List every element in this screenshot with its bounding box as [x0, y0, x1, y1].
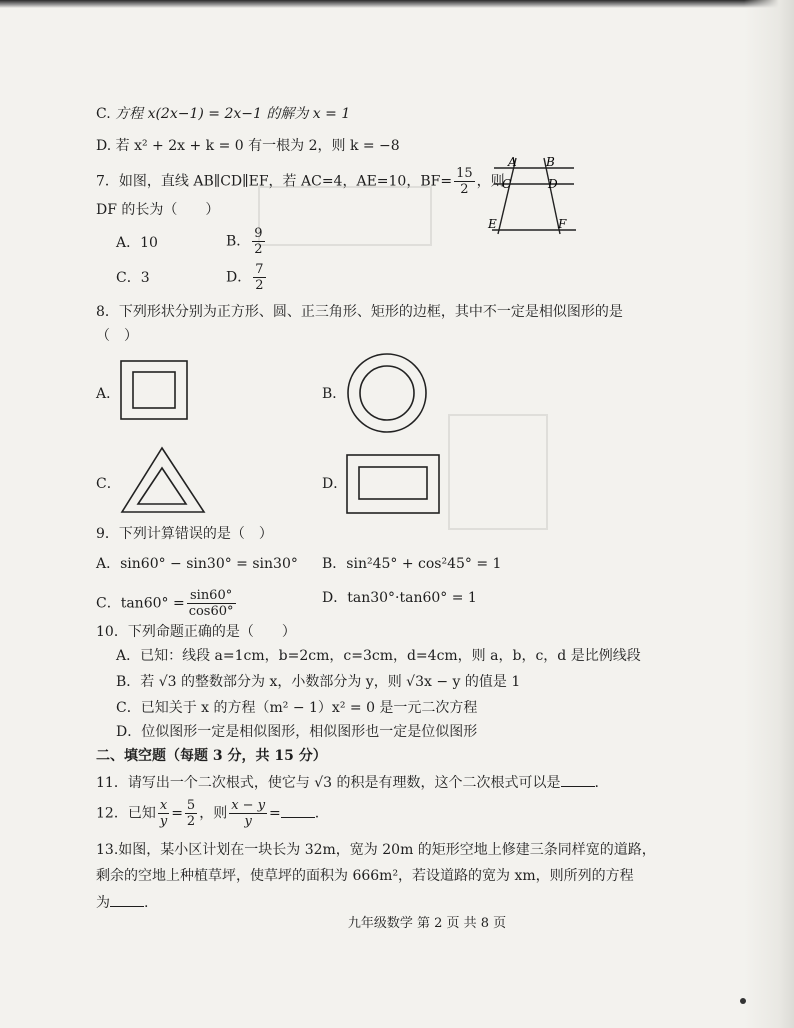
q10-option-d: D．位似图形一定是相似图形，相似图形也一定是位似图形 — [116, 724, 478, 740]
bleed-through-square — [448, 414, 548, 530]
label-a: A — [508, 155, 517, 169]
q10-option-c: C．已知关于 x 的方程（m² − 1）x² = 0 是一元二次方程 — [116, 700, 478, 716]
label-e: E — [488, 217, 497, 231]
q6-option-d-text: 若 x² + 2x + k = 0 有一根为 2，则 k = −8 — [115, 138, 400, 154]
q7-option-a: A．10 — [116, 235, 158, 251]
q9-option-a: A．sin60° − sin30° = sin30° — [96, 556, 298, 572]
q12-answer-blank[interactable] — [281, 803, 315, 818]
q8-option-d-label: D． — [322, 476, 348, 492]
q7-option-b: B． $\frac{9}{2}$ — [226, 226, 263, 257]
scan-edge-top — [0, 0, 794, 8]
q11: 11．请写出一个二次根式，使它与 √3 的积是有理数，这个二次根式可以是 . — [96, 772, 599, 793]
square-frame-figure — [120, 360, 190, 422]
page-footer — [0, 912, 794, 931]
q8-option-c-label: C． — [96, 476, 121, 492]
q7-option-c: C．3 — [116, 270, 150, 286]
q6-option-c: C. 方程 x(2x−1) = 2x−1 的解为 x = 1 — [96, 106, 351, 122]
q7-option-d-fraction: $\frac{7}{2}$ — [255, 262, 264, 293]
q12-fraction-expression: $\frac{x - y}{y}$ — [231, 798, 266, 829]
q13-line-3: 为 . — [96, 892, 148, 913]
label-d: D — [548, 177, 558, 191]
rectangle-frame-figure — [346, 454, 442, 516]
q10-option-b: B．若 √3 的整数部分为 x，小数部分为 y，则 √3x − y 的值是 1 — [116, 674, 521, 690]
triangle-frame-figure — [120, 446, 206, 516]
q9-stem: 9．下列计算错误的是（ ） — [96, 526, 273, 542]
page-footer-text: 九年级数学 第 2 页 共 8 页 — [347, 916, 507, 931]
q10-stem: 10．下列命题正确的是（ ） — [96, 624, 296, 640]
q9-option-b: B．sin²45° + cos²45° = 1 — [322, 556, 502, 572]
circle-ring-figure — [346, 352, 430, 436]
scan-speck — [740, 998, 746, 1004]
q13-answer-blank[interactable] — [110, 892, 144, 907]
scan-edge-right — [744, 0, 794, 1028]
q6-option-c-text: 方程 x(2x−1) = 2x−1 的解为 x = 1 — [115, 106, 351, 122]
q13-line-1: 13.如图，某小区计划在一块长为 32m，宽为 20m 的矩形空地上修建三条同样宽的道路， — [96, 842, 656, 858]
transversal-ae — [498, 158, 516, 234]
q12: 12．已知 $\frac{x}{y}$ = $\frac{5}{2}$ ，则 $\frac{x - y}{y}$ = . — [96, 798, 320, 829]
q12-fraction-5-over-2: $\frac{5}{2}$ — [186, 798, 196, 829]
q9-option-c: C．tan60° = $\frac{\sin 60^\circ}{\cos 60^\circ}$ — [96, 588, 234, 619]
q12-fraction-x-over-y: $\frac{x}{y}$ — [159, 798, 168, 829]
q9-option-d: D．tan30°·tan60° = 1 — [322, 590, 477, 606]
q8-stem: 8．下列形状分别为正方形、圆、正三角形、矩形的边框，其中不一定是相似图形的是 — [96, 304, 623, 320]
q10-option-a: A．已知：线段 a=1cm，b=2cm，c=3cm，d=4cm，则 a，b，c，d 是比例线段 — [116, 648, 641, 664]
q9-option-c-fraction: $\frac{\sin 60^\circ}{\cos 60^\circ}$ — [188, 588, 234, 619]
q7-bf-fraction: $\frac{15}{2}$ — [456, 166, 473, 197]
q7-stem-cont: DF 的长为（ ） — [96, 202, 220, 218]
label-c: C — [502, 177, 512, 191]
q13-line-2: 剩余的空地上种植草坪，使草坪的面积为 666m²，若设道路的宽为 xm，则所列的方程 — [96, 868, 634, 884]
label-b: B — [546, 155, 555, 169]
section-2-title: 二、填空题（每题 3 分，共 15 分） — [96, 748, 327, 764]
q7-parallel-lines-figure — [488, 154, 588, 234]
label-f: F — [558, 217, 567, 231]
q8-option-a-label: A． — [96, 386, 121, 402]
q11-answer-blank[interactable] — [561, 772, 595, 787]
q8-option-b-label: B． — [322, 386, 347, 402]
q7-option-b-fraction: $\frac{9}{2}$ — [254, 226, 263, 257]
q7-option-d: D． $\frac{7}{2}$ — [226, 262, 264, 293]
q8-paren: （ ） — [96, 328, 138, 344]
q6-option-d: D. 若 x² + 2x + k = 0 有一根为 2，则 k = −8 — [96, 138, 400, 154]
q7-stem: 7．如图，直线 AB∥CD∥EF，若 AC=4，AE=10，BF= $\frac{15}{2}$ ，则 — [96, 166, 505, 197]
